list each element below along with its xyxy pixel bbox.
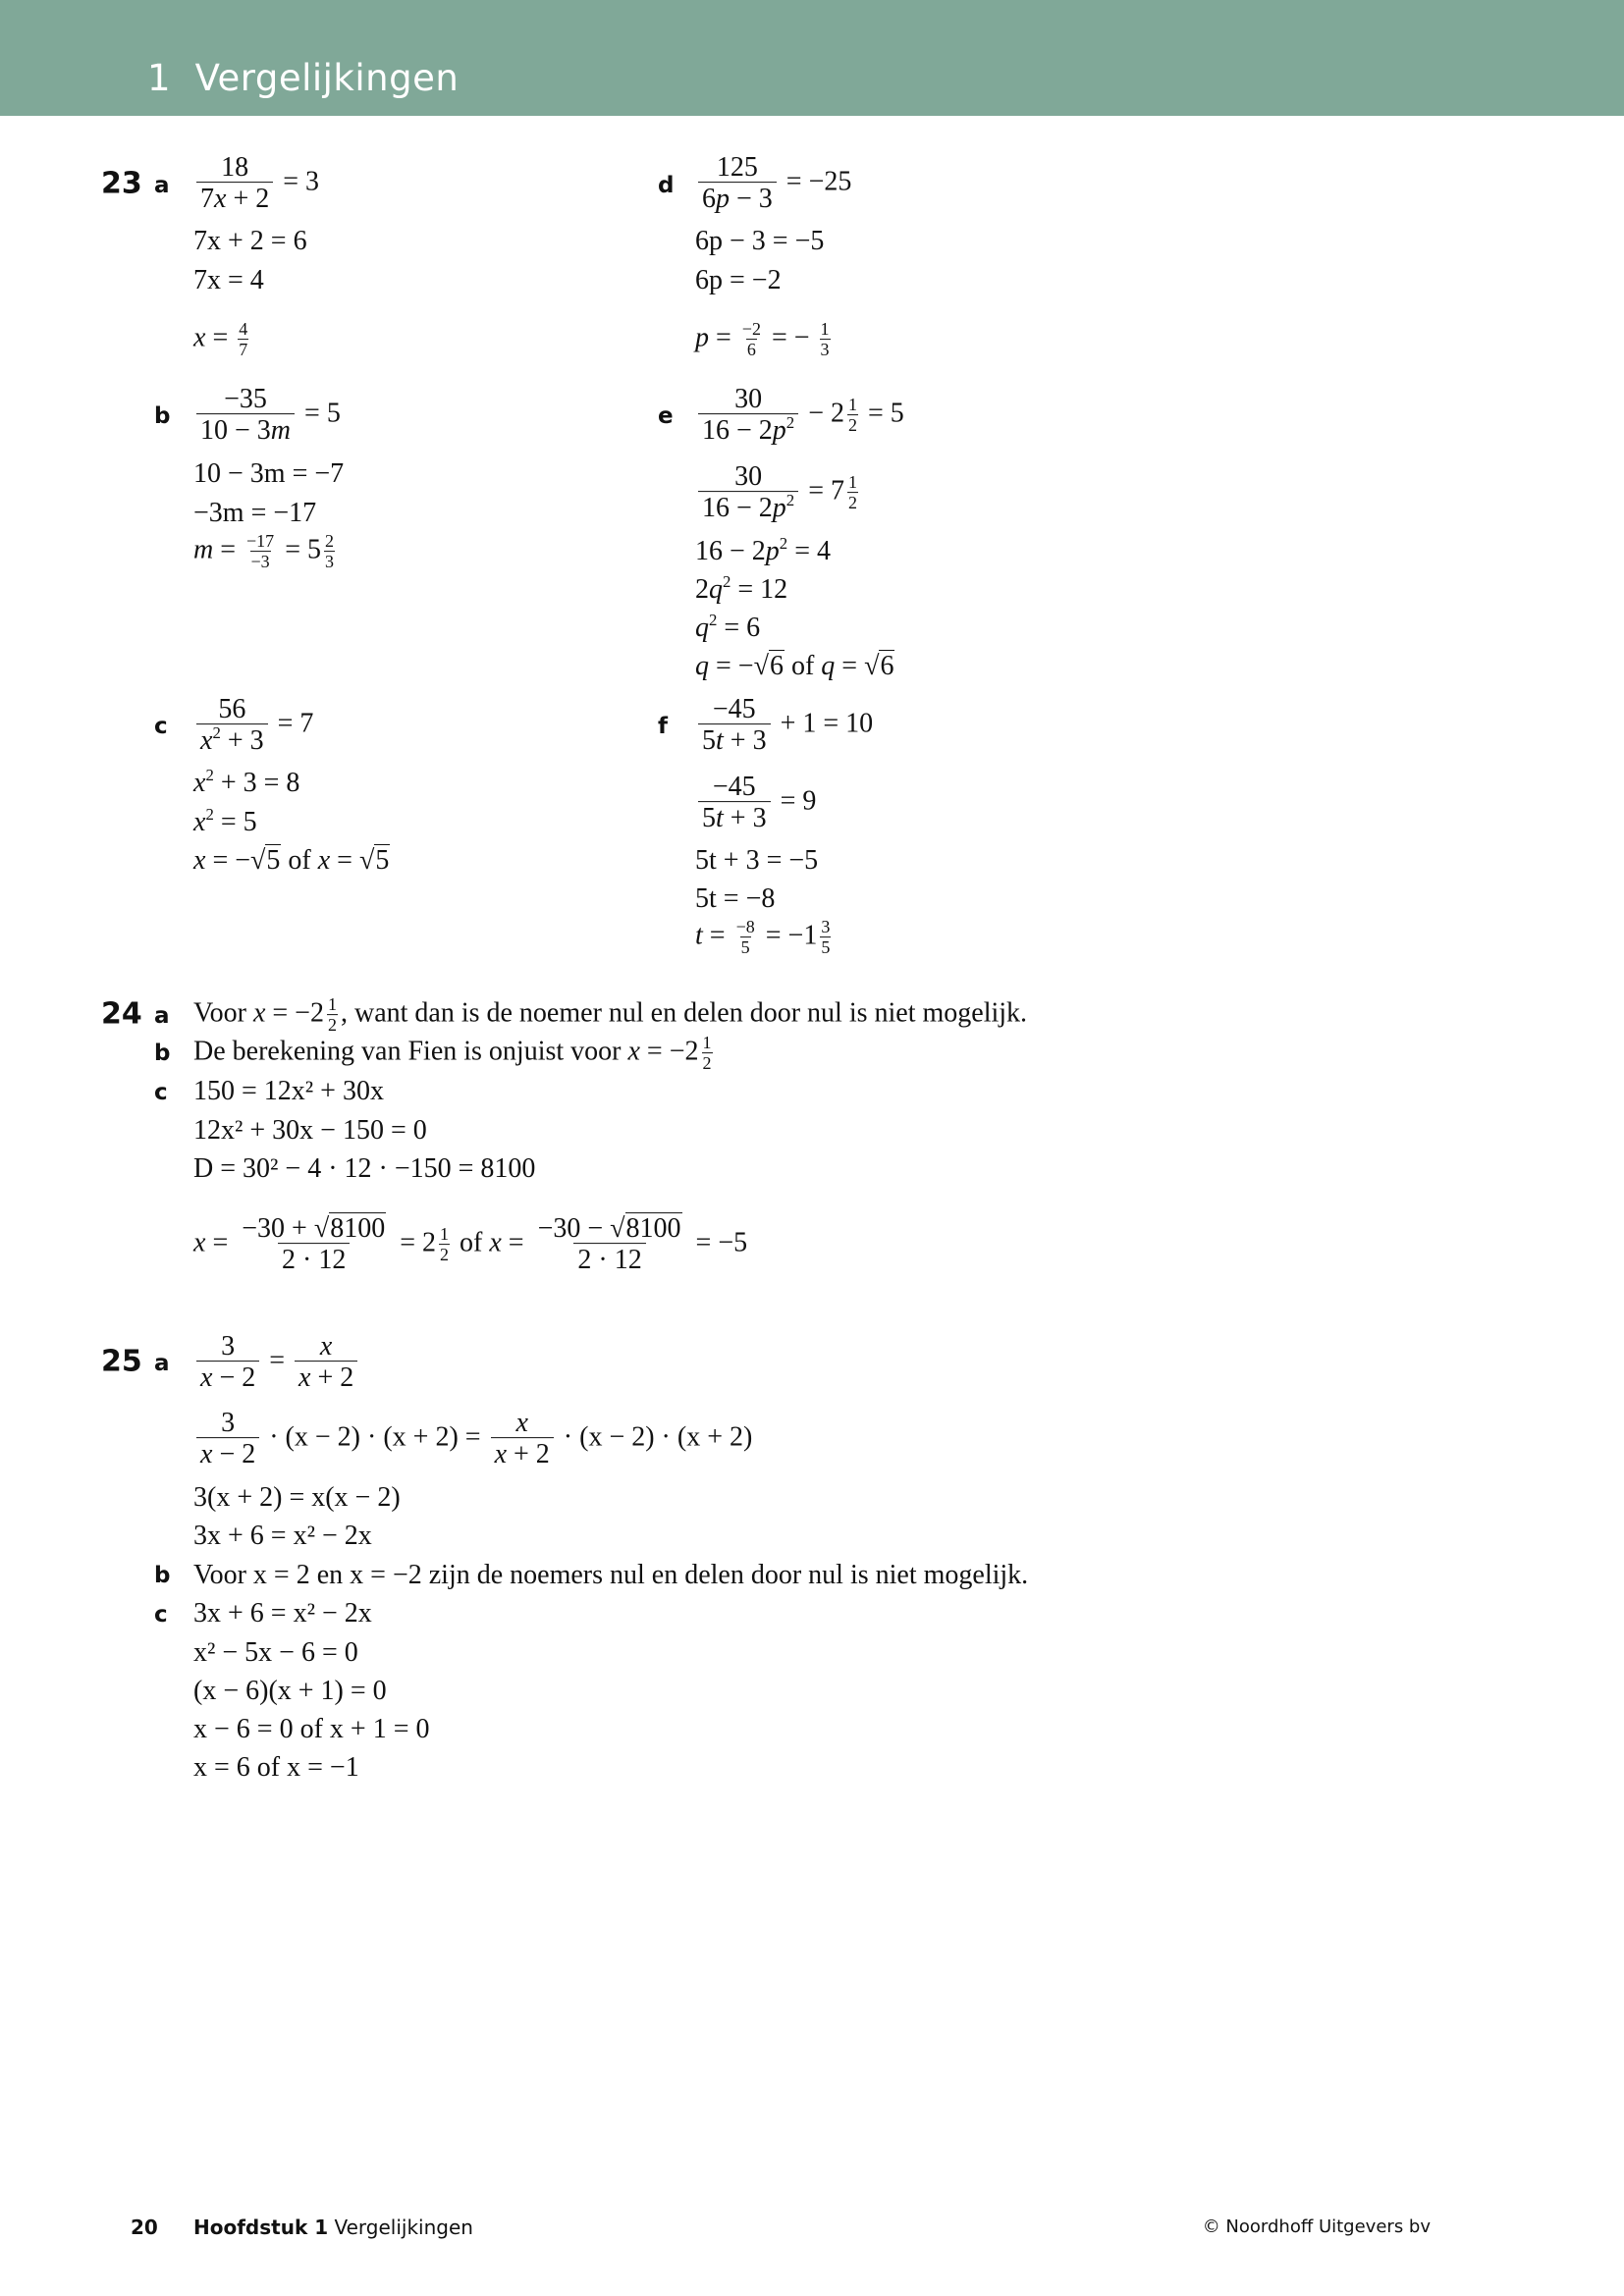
part-label-23e: e (658, 403, 674, 429)
sqrt-symbol: √6 (864, 651, 894, 681)
eq-23e-line1: $\frac{30}{16 - 2p^2}$ − 2 $\frac{1}{2}$ = 5 (695, 385, 904, 446)
eq-23e-line3: $16 - 2p^2 = 4$ (695, 533, 831, 566)
eq-25c-line2: x² − 5x − 6 = 0 (193, 1637, 358, 1668)
eq-23c-line3: $x^2 = 5$ (193, 804, 257, 837)
eq-23a-line1: $\frac{18}{7x + 2}$ = 3 (193, 153, 319, 214)
eq-23c-line1: $\frac{56}{x^2 + 3}$ = 7 (193, 695, 313, 756)
fraction: $\frac{1}{2}$ (847, 395, 857, 435)
eq-23f-line4: 5t = −8 (695, 883, 776, 914)
chapter-header-bar (0, 0, 1624, 116)
eq-23f-line5: t = $\frac{-8}{5}$ = −1 $\frac{3}{5}$ (695, 917, 831, 957)
fraction: $\frac{3}{x - 2}$ (196, 1332, 259, 1393)
fraction: $\frac{-35}{10 - 3m}$ (196, 385, 295, 446)
fraction: $\frac{-30 - √8100}{2 \cdot 12}$ (537, 1213, 681, 1276)
fraction: $\frac{125}{6p - 3}$ (698, 153, 777, 214)
sqrt-symbol: √8100 (610, 1213, 681, 1245)
part-label-23d: d (658, 173, 675, 198)
eq-25c-line1: 3x + 6 = x² − 2x (193, 1598, 372, 1629)
eq-23e-line2: $\frac{30}{16 - 2p^2}$ = 7 $\frac{1}{2}$ (695, 462, 861, 523)
eq-25a-line1: $\frac{3}{x - 2}$ = $\frac{x}{x + 2}$ (193, 1332, 360, 1393)
fraction: $\frac{-45}{5t + 3}$ (698, 695, 771, 756)
eq-23d-line4: p = $\frac{-2}{6}$ = − $\frac{1}{3}$ (695, 319, 830, 359)
question-number-24: 24 (101, 996, 142, 1032)
fraction: $\frac{4}{7}$ (239, 319, 248, 359)
eq-23b-line3: −3m = −17 (193, 498, 317, 528)
fraction: $\frac{-17}{-3}$ (246, 531, 275, 571)
eq-25c-line4: x − 6 = 0 of x + 1 = 0 (193, 1714, 430, 1744)
eq-23c-line4: x = −√5 of x = √5 (193, 845, 390, 876)
fraction: $\frac{1}{2}$ (847, 472, 857, 512)
fraction: $\frac{1}{3}$ (820, 319, 830, 359)
answer-24a: Voor x = −2 $\frac{1}{2}$ , want dan is de noemer nul en delen door nul is niet mogelijk. (193, 994, 1028, 1035)
eq-24c-line1: 150 = 12x² + 30x (193, 1076, 384, 1106)
eq-24c-line2: 12x² + 30x − 150 = 0 (193, 1115, 427, 1146)
fraction: $\frac{-30 + √8100}{2 \cdot 12}$ (242, 1213, 386, 1276)
sqrt-symbol: √8100 (313, 1213, 386, 1245)
eq-25c-line3: (x − 6)(x + 1) = 0 (193, 1676, 387, 1706)
fraction: $\frac{x}{x + 2}$ (491, 1409, 554, 1469)
footer-copyright: © Noordhoff Uitgevers bv (1202, 2216, 1431, 2237)
fraction: $\frac{3}{5}$ (821, 917, 831, 957)
eq-23d-line2: 6p − 3 = −5 (695, 226, 825, 256)
fraction: $\frac{2}{3}$ (324, 531, 334, 571)
eq-23e-line5: $q^2 = 6$ (695, 610, 761, 643)
part-label-25c: c (154, 1602, 168, 1628)
eq-23f-line1: $\frac{-45}{5t + 3}$ + 1 = 10 (695, 695, 873, 756)
eq-23f-line2: $\frac{-45}{5t + 3}$ = 9 (695, 773, 816, 833)
fraction: $\frac{-2}{6}$ (741, 319, 761, 359)
fraction: $\frac{56}{x^2 + 3}$ (196, 695, 268, 756)
eq-24c-line3: D = 30² − 4 · 12 · −150 = 8100 (193, 1153, 536, 1184)
fraction: $\frac{30}{16 - 2p^2}$ (698, 462, 798, 523)
eq-23a-line4: x = $\frac{4}{7}$ (193, 319, 248, 359)
eq-23e-line6: q = −√6 of q = √6 (695, 651, 894, 681)
answer-25b: Voor x = 2 en x = −2 zijn de noemers nul en delen door nul is niet mogelijk. (193, 1560, 1029, 1590)
eq-25a-line3: 3(x + 2) = x(x − 2) (193, 1482, 401, 1513)
eq-23b-line1: $\frac{-35}{10 - 3m}$ = 5 (193, 385, 341, 446)
eq-25a-line2: $\frac{3}{x - 2}$ · (x − 2) · (x + 2) = $\frac{x}{x + 2}$ · (x − 2) · (x + 2) (193, 1409, 752, 1469)
question-number-23: 23 (101, 166, 142, 201)
eq-23d-line3: 6p = −2 (695, 265, 782, 295)
eq-23d-line1: $\frac{125}{6p - 3}$ = −25 (695, 153, 851, 214)
part-label-25b: b (154, 1563, 171, 1588)
fraction: $\frac{3}{x - 2}$ (196, 1409, 259, 1469)
page-number: 20 (131, 2216, 158, 2239)
answer-24b: De berekening van Fien is onjuist voor x = −2 $\frac{1}{2}$ (193, 1033, 712, 1073)
part-label-24c: c (154, 1080, 168, 1105)
question-number-25: 25 (101, 1344, 142, 1379)
sqrt-symbol: √6 (753, 651, 784, 681)
fraction: $\frac{-45}{5t + 3}$ (698, 773, 771, 833)
fraction: $\frac{1}{2}$ (702, 1033, 712, 1073)
fraction: $\frac{1}{2}$ (327, 994, 337, 1035)
footer-chapter: Hoofdstuk 1 Vergelijkingen (193, 2216, 473, 2239)
eq-23c-line2: $x^2 + 3 = 8$ (193, 765, 300, 798)
chapter-header-title: 1 Vergelijkingen (147, 57, 460, 99)
fraction: $\frac{18}{7x + 2}$ (196, 153, 273, 214)
part-label-24a: a (154, 1003, 170, 1029)
eq-23b-line4: m = $\frac{-17}{-3}$ = 5 $\frac{2}{3}$ (193, 531, 334, 571)
sqrt-symbol: √5 (358, 845, 390, 876)
eq-23a-line3: 7x = 4 (193, 265, 264, 295)
part-label-23c: c (154, 714, 168, 739)
eq-24c-line4: x = $\frac{-30 + √8100}{2 \cdot 12}$ = 2 $\frac{1}{2}$ of x = $\frac{-30 - √8100}{2 \cdot 12}$ = −5 (193, 1213, 748, 1276)
part-label-23b: b (154, 403, 171, 429)
part-label-25a: a (154, 1351, 170, 1376)
fraction: $\frac{-8}{5}$ (735, 917, 755, 957)
eq-23e-line4: $2q^2 = 12$ (695, 571, 788, 605)
fraction: $\frac{1}{2}$ (440, 1224, 449, 1264)
sqrt-symbol: √5 (250, 845, 281, 876)
part-label-23a: a (154, 173, 170, 198)
eq-25c-line5: x = 6 of x = −1 (193, 1752, 359, 1783)
part-label-23f: f (658, 714, 669, 739)
eq-25a-line4: 3x + 6 = x² − 2x (193, 1521, 372, 1551)
fraction: $\frac{30}{16 - 2p^2}$ (698, 385, 798, 446)
eq-23b-line2: 10 − 3m = −7 (193, 458, 345, 489)
eq-23a-line2: 7x + 2 = 6 (193, 226, 307, 256)
fraction: $\frac{x}{x + 2}$ (295, 1332, 357, 1393)
eq-23f-line3: 5t + 3 = −5 (695, 845, 819, 876)
part-label-24b: b (154, 1041, 171, 1066)
